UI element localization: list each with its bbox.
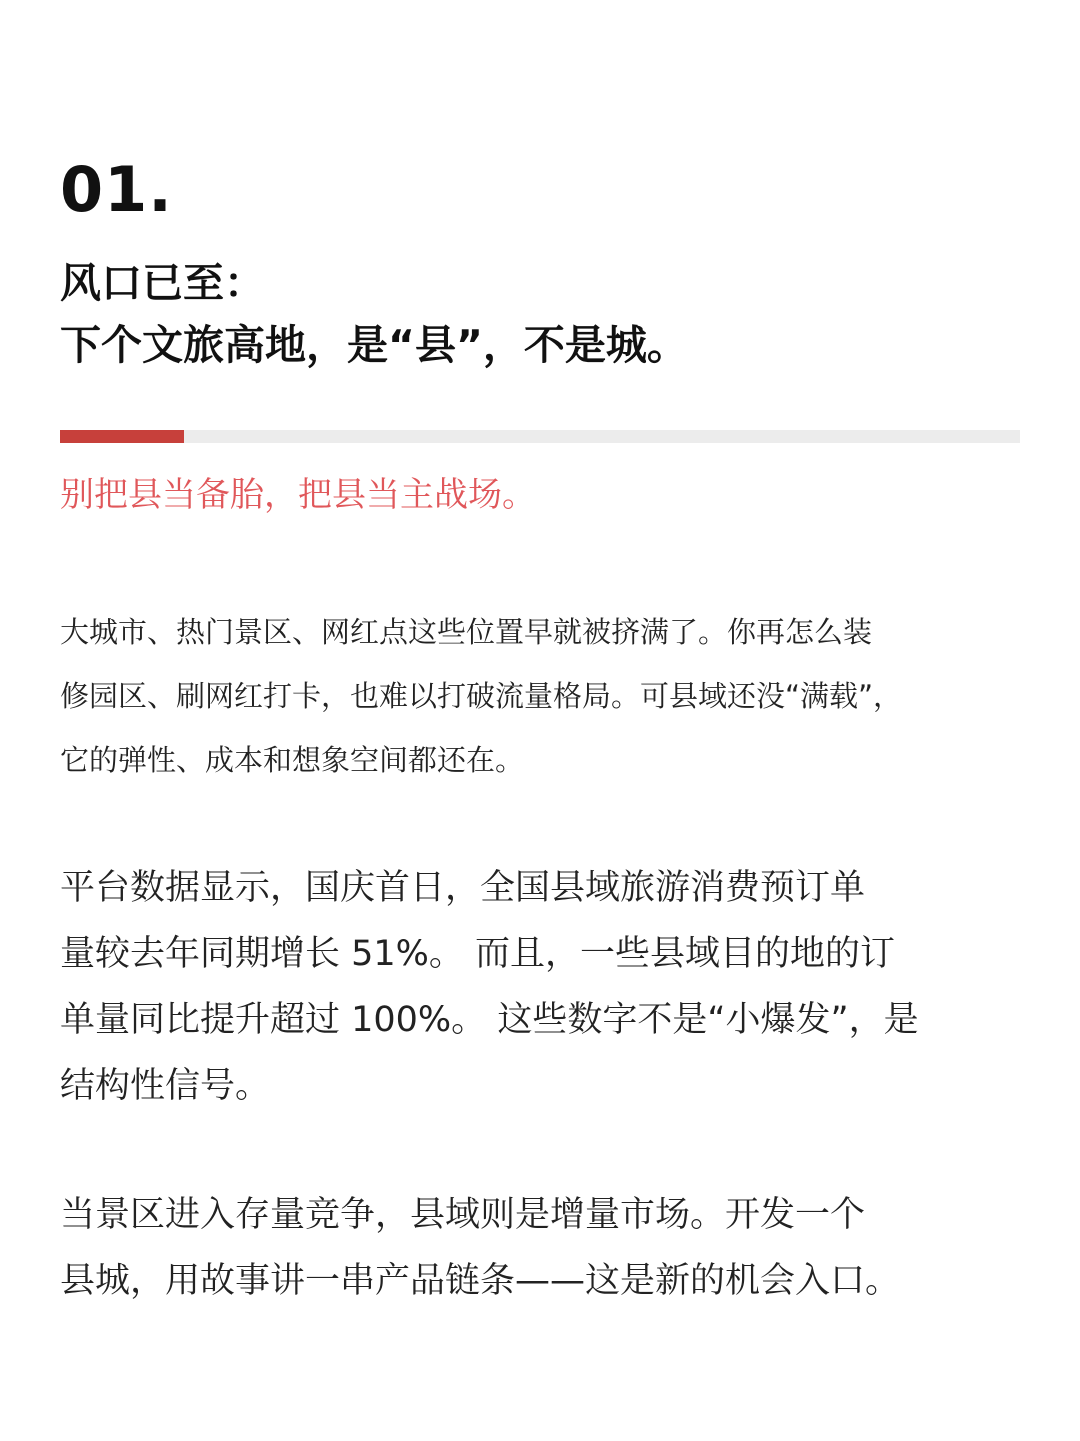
divider-accent [60, 430, 184, 443]
data-paragraph-line-1: 平台数据显示，国庆首日，全国县域旅游消费预订单 [60, 868, 866, 908]
data-paragraph-line-4: 结构性信号。 [60, 1066, 271, 1106]
intro-line-3: 它的弹性、成本和想象空间都还在。 [60, 743, 525, 777]
heading-line-2: 下个文旅高地，是“县”，不是城。 [60, 321, 688, 369]
section-heading [60, 252, 1020, 376]
closing-paragraph-line-2: 县城，用故事讲一串产品链条——这是新的机会入口。 [60, 1261, 901, 1301]
section-number: 01. [60, 153, 173, 226]
heading-line-1: 风口已至： [60, 259, 265, 307]
data-paragraph-line-3: 单量同比提升超过 100%。 这些数字不是“小爆发”，是 [60, 1000, 919, 1040]
intro-line-1: 大城市、热门景区、网红点这些位置早就被挤满了。你再怎么装 [60, 615, 873, 649]
data-paragraph-line-2: 量较去年同期增长 51%。 而且，一些县域目的地的订 [60, 934, 896, 974]
divider-bar [60, 430, 1020, 443]
intro-paragraph [60, 600, 1022, 792]
closing-paragraph [60, 1182, 1022, 1314]
closing-paragraph-line-1: 当景区进入存量竞争，县域则是增量市场。开发一个 [60, 1195, 866, 1235]
data-paragraph [60, 855, 1022, 1119]
intro-line-2: 修园区、刷网红打卡，也难以打破流量格局。可县域还没“满载”， [60, 679, 903, 713]
subtitle: 别把县当备胎，把县当主战场。 [60, 475, 536, 515]
